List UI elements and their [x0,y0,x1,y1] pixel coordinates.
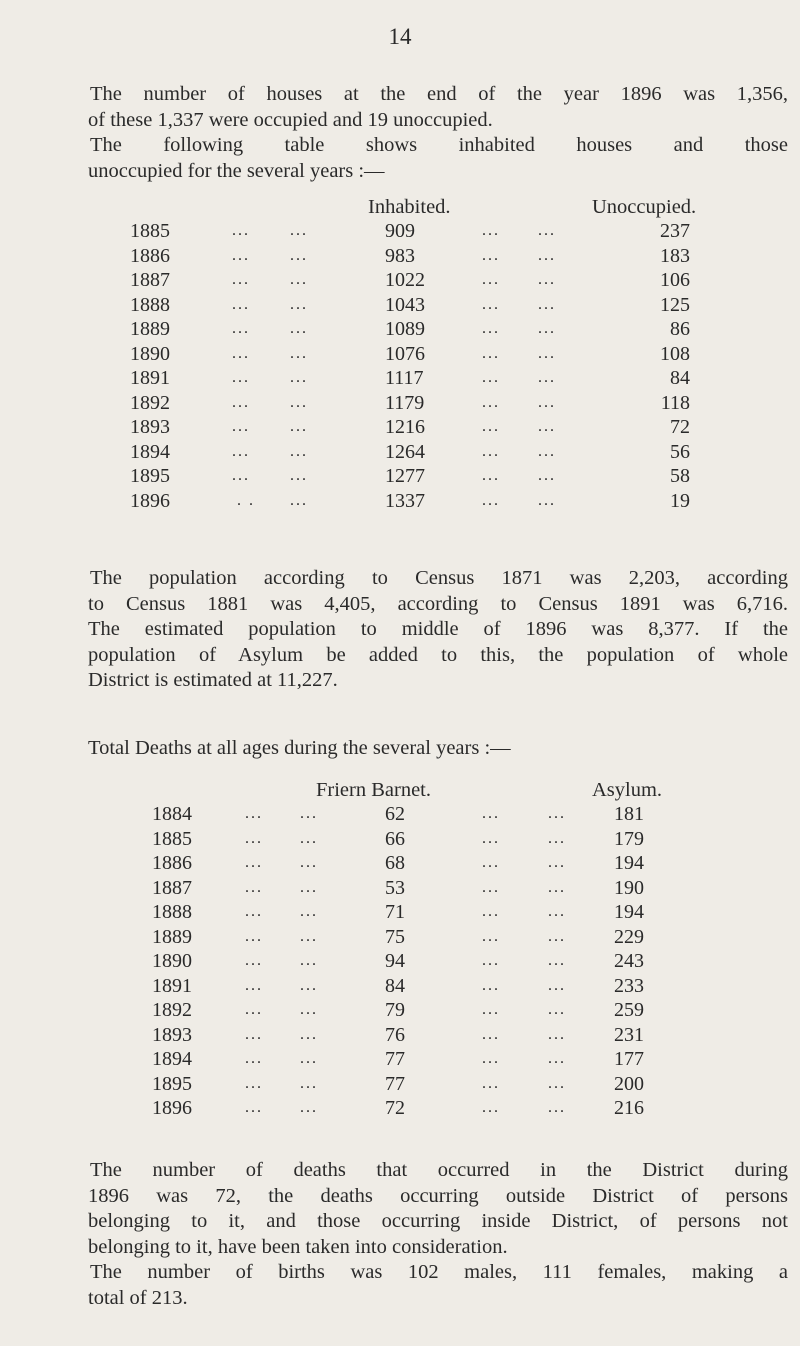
friern-barnet-cell: 68 [385,852,405,874]
unoccupied-cell: 19 [670,489,690,512]
year-cell: 1889 [130,318,170,340]
leader-dots: ... [482,246,500,264]
leader-dots: ... [245,829,263,847]
inhabited-cell: 1277 [385,465,425,487]
inhabited-cell: 1337 [385,489,425,512]
leader-dots: ... [482,952,500,969]
unoccupied-cell: 56 [670,440,690,463]
header-friern-barnet: Friern Barnet. [316,779,431,801]
closing-line: belonging to it, and those occurring inside District, of persons not [88,1210,788,1232]
asylum-cell: 233 [614,974,644,997]
leader-dots: ... [245,1050,263,1067]
table-row [0,999,800,1024]
leader-dots: ... [290,246,308,264]
friern-barnet-cell: 72 [385,1097,405,1119]
population-line: District is estimated at 11,227. [88,669,338,691]
page-number: 14 [388,24,412,49]
inhabited-cell: 1179 [385,391,425,414]
table-row [0,1073,800,1098]
year-cell: 1893 [130,416,170,438]
friern-barnet-cell: 84 [385,974,405,997]
friern-barnet-cell: 71 [385,901,405,923]
closing-paragraph [88,1158,788,1260]
leader-dots: ... [548,1001,566,1018]
leader-dots: ... [300,1099,318,1116]
leader-dots: ... [290,271,308,288]
table-row [0,950,800,975]
leader-dots: ... [482,271,500,288]
leader-dots: ... [482,927,500,945]
table-row [0,220,800,245]
leader-dots: ... [538,467,556,484]
leader-dots: ... [300,1025,318,1043]
leader-dots: ... [232,393,250,411]
table-row [0,367,800,392]
asylum-cell: 216 [614,1097,644,1119]
year-cell: 1888 [152,901,192,923]
leader-dots: ... [482,393,500,411]
leader-dots: ... [300,927,318,945]
leader-dots: ... [232,369,250,386]
leader-dots: ... [290,393,308,411]
year-cell: 1886 [152,852,192,874]
year-cell: 1894 [130,440,170,463]
leader-dots: ... [300,903,318,920]
leader-dots: ... [548,1025,566,1043]
leader-dots: ... [482,878,500,896]
leader-dots: ... [245,1074,263,1092]
leader-dots: ... [245,976,263,994]
leader-dots: ... [232,442,250,460]
leader-dots: ... [300,1050,318,1067]
leader-dots: ... [290,320,308,337]
leader-dots: ... [300,1001,318,1018]
table-row [0,490,800,515]
inhabited-cell: 1089 [385,318,425,340]
inhabited-cell: 983 [385,244,415,267]
leader-dots: . . [237,491,255,509]
leader-dots: ... [548,854,566,871]
inhabited-cell: 1043 [385,293,425,316]
births-line: The number of births was 102 males, 111 females, making a [90,1261,788,1283]
friern-barnet-cell: 79 [385,999,405,1021]
leader-dots: ... [300,952,318,969]
unoccupied-cell: 84 [670,367,690,389]
closing-line: 1896 was 72, the deaths occurring outside District of persons [88,1184,788,1207]
intro-line: of these 1,337 were occupied and 19 unoccupied. [88,108,493,131]
population-line: to Census 1881 was 4,405, according to Census 1891 was 6,716. [88,592,788,615]
leader-dots: ... [538,369,556,386]
leader-dots: ... [482,320,500,337]
population-line: The estimated population to middle of 1896 was 8,377. If the [88,618,788,640]
friern-barnet-cell: 94 [385,950,405,972]
leader-dots: ... [290,467,308,484]
leader-dots: ... [548,952,566,969]
leader-dots: ... [482,442,500,460]
table-row [0,803,800,828]
unoccupied-cell: 183 [660,244,690,267]
leader-dots: ... [300,878,318,896]
leader-dots: ... [300,976,318,994]
leader-dots: ... [232,467,250,484]
table-row [0,975,800,1000]
leader-dots: ... [245,854,263,871]
births-paragraph [88,1260,788,1311]
leader-dots: ... [538,320,556,337]
table-row [0,877,800,902]
houses-table [0,220,800,514]
year-cell: 1896 [152,1097,192,1119]
population-paragraph [88,566,788,694]
leader-dots: ... [482,1050,500,1067]
unoccupied-cell: 118 [660,391,690,414]
year-cell: 1894 [152,1048,192,1070]
year-cell: 1892 [130,391,170,414]
year-cell: 1887 [152,876,192,899]
leader-dots: ... [290,222,308,239]
births-line: total of 213. [88,1286,188,1309]
leader-dots: ... [232,418,250,435]
leader-dots: ... [245,952,263,969]
leader-dots: ... [232,320,250,337]
leader-dots: ... [245,1001,263,1018]
leader-dots: ... [300,854,318,871]
table-row [0,416,800,441]
year-cell: 1885 [130,220,170,242]
table-row [0,1024,800,1049]
closing-line: belonging to it, have been taken into consideration. [88,1235,508,1258]
leader-dots: ... [232,222,250,239]
leader-dots: ... [290,491,308,509]
table-row [0,245,800,270]
leader-dots: ... [548,903,566,920]
leader-dots: ... [548,805,566,822]
leader-dots: ... [548,1074,566,1092]
asylum-cell: 190 [614,876,644,899]
population-line: The population according to Census 1871 was 2,203, according [90,567,788,589]
unoccupied-cell: 237 [660,220,690,242]
table-row [0,343,800,368]
asylum-cell: 194 [614,901,644,923]
asylum-cell: 179 [614,827,644,850]
leader-dots: ... [300,805,318,822]
header-inhabited: Inhabited. [368,196,451,218]
leader-dots: ... [538,222,556,239]
leader-dots: ... [232,246,250,264]
leader-dots: ... [290,295,308,313]
year-cell: 1896 [130,489,170,512]
inhabited-cell: 1216 [385,416,425,438]
friern-barnet-cell: 76 [385,1023,405,1046]
asylum-cell: 200 [614,1072,644,1095]
leader-dots: ... [482,1099,500,1116]
table-row [0,465,800,490]
leader-dots: ... [300,1074,318,1092]
table-row [0,828,800,853]
leader-dots: ... [300,829,318,847]
leader-dots: ... [482,1074,500,1092]
leader-dots: ... [538,442,556,460]
leader-dots: ... [482,1025,500,1043]
leader-dots: ... [245,878,263,896]
asylum-cell: 259 [614,999,644,1021]
friern-barnet-cell: 53 [385,876,405,899]
header-unoccupied: Unoccupied. [592,196,697,218]
unoccupied-cell: 86 [670,318,690,340]
houses-intro [88,82,788,133]
leader-dots: ... [482,467,500,484]
leader-dots: ... [482,829,500,847]
friern-barnet-cell: 77 [385,1048,405,1070]
leader-dots: ... [538,491,556,509]
table-row [0,392,800,417]
year-cell: 1889 [152,925,192,948]
table-row [0,926,800,951]
asylum-cell: 194 [614,852,644,874]
table-row [0,441,800,466]
table-row [0,294,800,319]
leader-dots: ... [538,344,556,362]
leader-dots: ... [548,1050,566,1067]
leader-dots: ... [482,344,500,362]
leader-dots: ... [482,295,500,313]
deaths-table [0,803,800,1122]
asylum-cell: 229 [614,925,644,948]
table-row [0,852,800,877]
leader-dots: ... [548,1099,566,1116]
asylum-cell: 231 [614,1023,644,1046]
header-asylum: Asylum. [592,779,663,801]
houses-intro-2 [88,133,788,184]
year-cell: 1895 [152,1072,192,1095]
inhabited-cell: 1022 [385,269,425,291]
year-cell: 1890 [152,950,192,972]
leader-dots: ... [548,927,566,945]
friern-barnet-cell: 66 [385,827,405,850]
leader-dots: ... [538,271,556,288]
year-cell: 1895 [130,465,170,487]
friern-barnet-cell: 62 [385,803,405,825]
year-cell: 1890 [130,342,170,365]
unoccupied-cell: 58 [670,465,690,487]
year-cell: 1891 [152,974,192,997]
asylum-cell: 177 [614,1048,644,1070]
intro-line: unoccupied for the several years :— [88,159,385,182]
leader-dots: ... [290,369,308,386]
unoccupied-cell: 108 [660,342,690,365]
year-cell: 1893 [152,1023,192,1046]
year-cell: 1892 [152,999,192,1021]
leader-dots: ... [548,878,566,896]
leader-dots: ... [245,805,263,822]
leader-dots: ... [482,222,500,239]
table-row [0,318,800,343]
friern-barnet-cell: 75 [385,925,405,948]
leader-dots: ... [548,976,566,994]
year-cell: 1888 [130,293,170,316]
table-row [0,269,800,294]
inhabited-cell: 909 [385,220,415,242]
table-row [0,901,800,926]
closing-line: The number of deaths that occurred in the District during [90,1159,788,1181]
deaths-intro: Total Deaths at all ages during the several years :— [88,737,511,759]
leader-dots: ... [290,418,308,435]
friern-barnet-cell: 77 [385,1072,405,1095]
leader-dots: ... [232,295,250,313]
leader-dots: ... [482,976,500,994]
leader-dots: ... [538,393,556,411]
year-cell: 1885 [152,827,192,850]
leader-dots: ... [548,829,566,847]
unoccupied-cell: 125 [660,293,690,316]
intro-line: The following table shows inhabited houses and those [90,134,788,156]
leader-dots: ... [482,491,500,509]
leader-dots: ... [538,246,556,264]
population-line: population of Asylum be added to this, the population of whole [88,643,788,666]
leader-dots: ... [482,854,500,871]
inhabited-cell: 1076 [385,342,425,365]
leader-dots: ... [290,344,308,362]
leader-dots: ... [245,927,263,945]
leader-dots: ... [245,1099,263,1116]
leader-dots: ... [538,418,556,435]
inhabited-cell: 1264 [385,440,425,463]
leader-dots: ... [245,903,263,920]
leader-dots: ... [482,418,500,435]
year-cell: 1887 [130,269,170,291]
table-row [0,1048,800,1073]
leader-dots: ... [482,1001,500,1018]
leader-dots: ... [538,295,556,313]
unoccupied-cell: 106 [660,269,690,291]
leader-dots: ... [482,903,500,920]
inhabited-cell: 1117 [385,367,424,389]
leader-dots: ... [232,271,250,288]
leader-dots: ... [245,1025,263,1043]
leader-dots: ... [232,344,250,362]
asylum-cell: 181 [614,803,644,825]
table-row [0,1097,800,1122]
leader-dots: ... [290,442,308,460]
asylum-cell: 243 [614,950,644,972]
intro-line: The number of houses at the end of the year 1896 was 1,356, [90,83,788,105]
year-cell: 1891 [130,367,170,389]
unoccupied-cell: 72 [670,416,690,438]
leader-dots: ... [482,805,500,822]
year-cell: 1884 [152,803,192,825]
year-cell: 1886 [130,244,170,267]
leader-dots: ... [482,369,500,386]
